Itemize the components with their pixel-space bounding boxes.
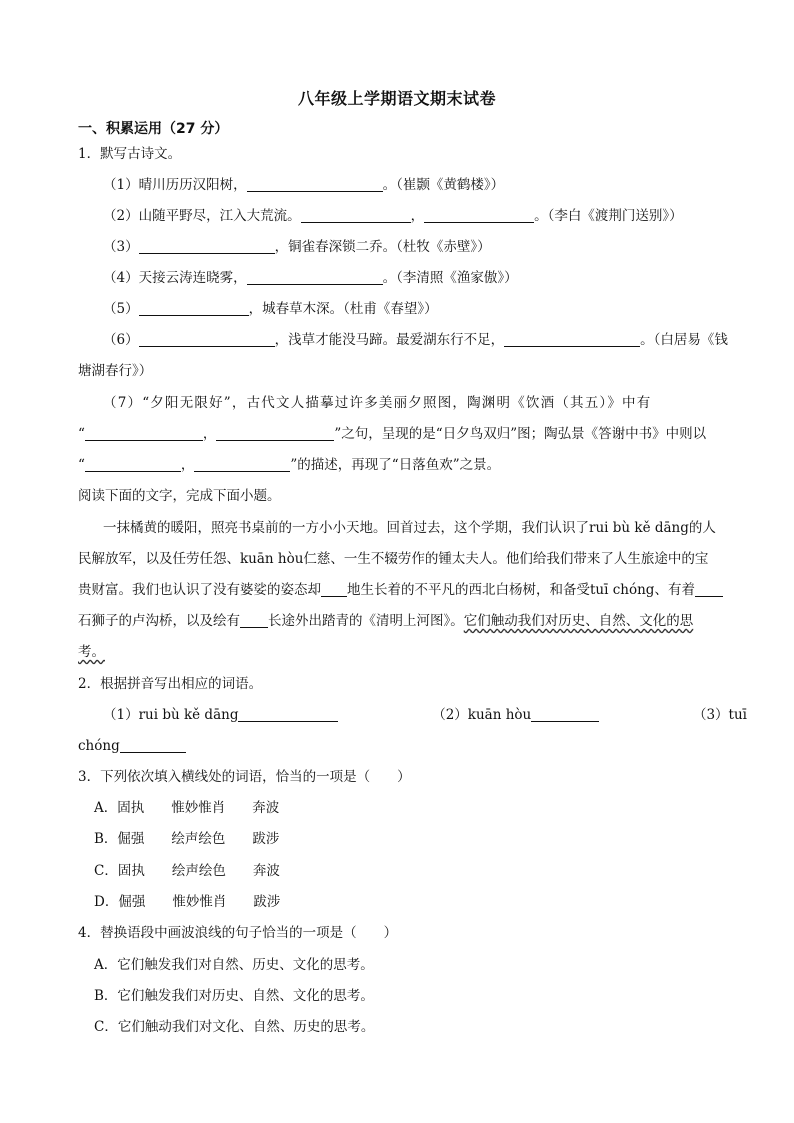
q3-option-c[interactable]: C．固执 绘声绘色 奔波 <box>94 863 280 879</box>
q4-option-a[interactable]: A．它们触发我们对自然、历史、文化的思考。 <box>94 957 374 973</box>
passage-line-2: 民解放军，以及任劳任怨、kuān hòu仁慈、一生不辍劳作的锺太夫人。他们给我们带来了人生旅途中的宝 <box>78 551 709 567</box>
q1-item-6-cont: 塘湖春行》） <box>78 363 153 379</box>
q1-stem: 1．默写古诗文。 <box>78 146 182 162</box>
q4-option-b[interactable]: B．它们触发我们对历史、自然、文化的思考。 <box>94 988 374 1004</box>
q4-option-c[interactable]: C．它们触动我们对文化、自然、历史的思考。 <box>94 1019 375 1035</box>
q3-stem: 3．下列依次填入横线处的词语，恰当的一项是（ ） <box>78 769 411 785</box>
answer-blank[interactable] <box>216 426 334 441</box>
q3-option-a[interactable]: A．固执 惟妙惟肖 奔波 <box>94 800 280 816</box>
answer-blank[interactable] <box>531 707 599 722</box>
q3-option-b[interactable]: B．倔强 绘声绘色 跋涉 <box>94 831 280 847</box>
wavy-underlined-sentence-end: 考。 <box>78 644 105 660</box>
answer-blank[interactable] <box>247 177 383 192</box>
q1-item-4: （4）天接云涛连晓雾， 。（李清照《渔家傲》） <box>103 270 518 286</box>
answer-blank[interactable] <box>424 208 534 223</box>
q2-item-1: （1）rui bù kě dāng <box>103 705 338 725</box>
reading-intro: 阅读下面的文字，完成下面小题。 <box>78 488 281 504</box>
answer-blank[interactable] <box>247 270 383 285</box>
answer-blank[interactable] <box>321 582 347 597</box>
q2-items <box>103 705 747 725</box>
q2-item-3: （3）tuī <box>692 707 747 723</box>
q1-item-7-line-1: （7）“夕阳无限好”，古代文人描摹过许多美丽夕照图，陶渊明《饮酒（其五）》中有 <box>103 395 652 411</box>
answer-blank[interactable] <box>139 332 275 347</box>
answer-blank[interactable] <box>238 707 338 722</box>
passage-line-4: 石狮子的卢沟桥，以及绘有 长途外出踏青的《清明上河图》。它们触动我们对历史、自然、文化的思 <box>78 613 694 629</box>
q4-stem: 4．替换语段中画波浪线的句子恰当的一项是（ ） <box>78 925 398 941</box>
section-heading: 一、积累运用（27 分） <box>78 121 229 137</box>
answer-blank[interactable] <box>194 457 290 472</box>
passage-line-3: 贵财富。我们也认识了没有婆娑的姿态却 地生长着的不平凡的西北白杨树，和备受tuī chóng、有着 <box>78 580 723 600</box>
answer-blank[interactable] <box>240 613 268 628</box>
passage-line-1: 一抹橘黄的暖阳，照亮书桌前的一方小小天地。回首过去，这个学期，我们认识了rui bù kě dāng的人 <box>103 520 716 536</box>
answer-blank[interactable] <box>139 301 249 316</box>
answer-blank[interactable] <box>120 738 186 753</box>
answer-blank[interactable] <box>695 582 723 597</box>
answer-blank[interactable] <box>504 332 640 347</box>
answer-blank[interactable] <box>301 208 411 223</box>
q1-item-2: （2）山随平野尽，江入大荒流。 ， 。（李白《渡荆门送别》） <box>103 208 683 224</box>
q1-item-7-line-2: “ ， ”之句，呈现的是“日夕鸟双归”图；陶弘景《答谢中书》中则以 <box>78 426 707 442</box>
q2-item-3-cont: chóng <box>78 736 186 756</box>
q1-item-5: （5） ，城春草木深。（杜甫《春望》） <box>103 301 438 317</box>
q2-stem: 2．根据拼音写出相应的词语。 <box>78 676 263 692</box>
answer-blank[interactable] <box>85 457 181 472</box>
answer-blank[interactable] <box>139 239 275 254</box>
passage-line-5 <box>78 642 105 662</box>
q1-item-3: （3） ，铜雀春深锁二乔。（杜牧《赤壁》） <box>103 239 491 255</box>
page-title: 八年级上学期语文期末试卷 <box>297 89 496 108</box>
q3-option-d[interactable]: D．倔强 惟妙惟肖 跋涉 <box>94 894 281 910</box>
q1-item-6: （6） ，浅草才能没马蹄。最爱湖东行不足， 。（白居易《钱 <box>103 332 728 348</box>
wavy-underlined-sentence: 它们触动我们对历史、自然、文化的思 <box>463 613 694 629</box>
answer-blank[interactable] <box>85 426 203 441</box>
q1-item-1: （1）晴川历历汉阳树， 。（崔颢《黄鹤楼》） <box>103 177 505 193</box>
q1-item-7-line-3: “ ， ”的描述，再现了“日落鱼欢”之景。 <box>78 457 501 473</box>
q2-item-2: （2）kuān hòu <box>432 705 599 725</box>
